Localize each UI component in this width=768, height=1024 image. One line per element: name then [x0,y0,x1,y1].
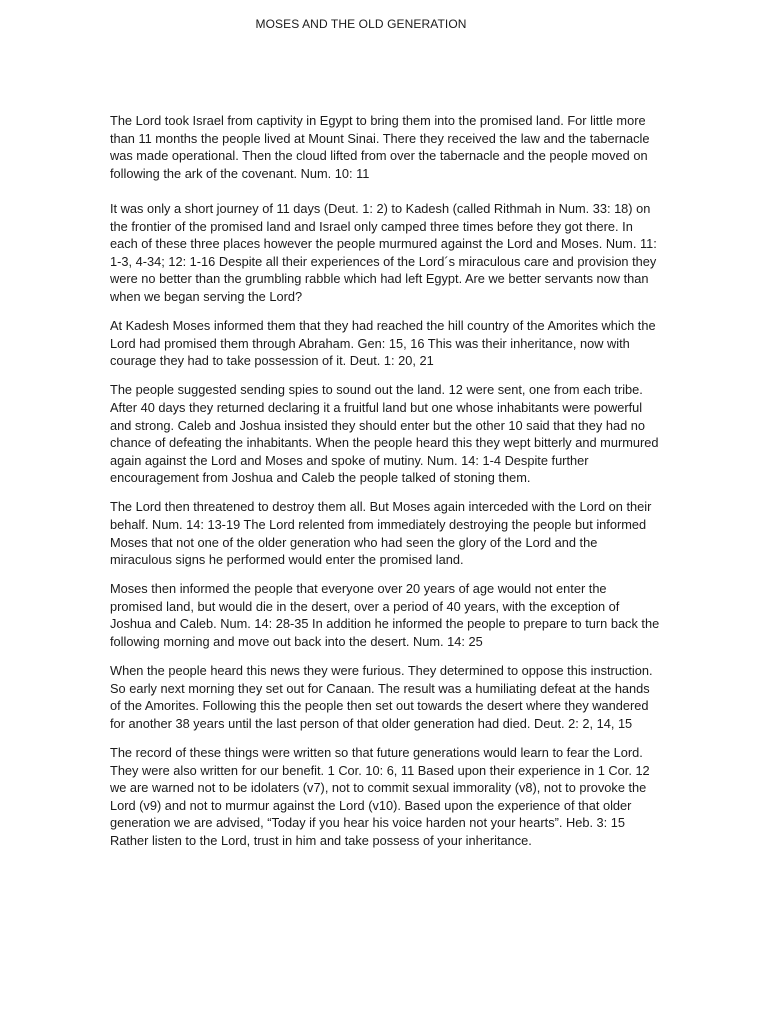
paragraph-2: It was only a short journey of 11 days (Deut. 1: 2) to Kadesh (called Rithmah in Num. 33: 18) on the frontier of the promised land and Israel only camped three times before they got there. In each of these three places however the people murmured against the Lord and Moses. Num. 11: 1-3, 4-34; 12: 1-16 Despite all their experiences of the Lord´s miraculous care and provision they were no better than the grumbling rabble which had left Egypt. Are we better servants now than when we began serving the Lord? [110,200,657,304]
paragraph-8: The record of these things were written so that future generations would learn to fear the Lord. They were also written for our benefit. 1 Cor. 10: 6, 11 Based upon their experience in 1 Cor. 12 we are warned not to be idolaters (v7), not to commit sexual immorality (v8), not to provoke the Lord (v9) and not to murmur against the Lord (v10). Based upon the experience of that older generation we are advised, “Today if you hear his voice harden not your hearts”. Heb. 3: 15 Rather listen to the Lord, trust in him and take possess of your inheritance. [110,745,650,848]
paragraph-6: Moses then informed the people that everyone over 20 years of age would not enter the promised land, but would die in the desert, over a period of 40 years, with the exception of Joshua and Caleb. Num. 14: 28-35 In addition he informed the people to prepare to turn back the following morning and move out back into the desert. Num. 14: 25 [110,581,660,650]
paragraph-4: The people suggested sending spies to sound out the land. 12 were sent, one from each tribe. After 40 days they returned declaring it a fruitful land but one whose inhabitants were powerful and strong. Caleb and Joshua insisted they should enter but the other 10 said that they had no chance of defeating the inhabitants. When the people heard this they wept bitterly and murmured again against the Lord and Moses and spoke of mutiny. Num. 14: 1-4 Despite further encouragement from Joshua and Caleb the people talked of stoning them. [110,382,659,486]
paragraph-7: When the people heard this news they were furious. They determined to oppose this instruction. So early next morning they set out for Canaan. The result was a humiliating defeat at the hands of the Amorites. Following this the people then set out towards the desert where they wandered for another 38 years until the last person of that older generation had died. Deut. 2: 2, 14, 15 [110,663,653,731]
document-body [110,112,660,861]
paragraph-5: The Lord then threatened to destroy them all. But Moses again interceded with the Lord on their behalf. Num. 14: 13-19 The Lord relented from immediately destroying the people but informed Moses that not one of the older generation who had seen the glory of the Lord and the miraculous signs he performed would enter the promised land. [110,499,652,568]
paragraph-1: The Lord took Israel from captivity in Egypt to bring them into the promised land. For little more than 11 months the people lived at Mount Sinai. There they received the law and the tabernacle was made operational. Then the cloud lifted from over the tabernacle and the people moved on following the ark of the covenant. Num. 10: 11 [110,113,650,181]
document-title: MOSES AND THE OLD GENERATION [255,17,467,31]
paragraph-3: At Kadesh Moses informed them that they had reached the hill country of the Amorites which the Lord had promised them through Abraham. Gen: 15, 16 This was their inheritance, now with courage they had to take possession of it. Deut. 1: 20, 21 [110,318,656,369]
